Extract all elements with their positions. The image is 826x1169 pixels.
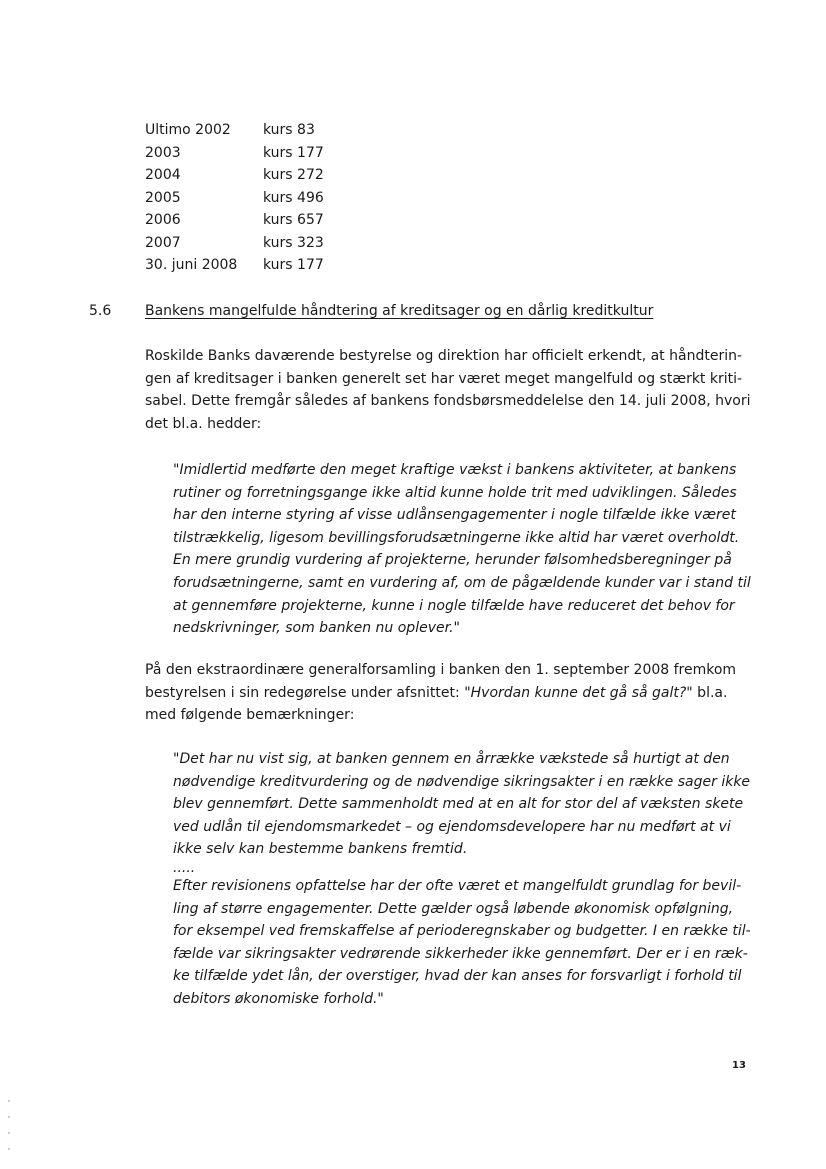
quote-line: Efter revisionens opfattelse har der ofte været et mangelfuldt grundlag for bevil- bbox=[173, 877, 742, 894]
period: 2006 bbox=[145, 212, 181, 228]
section-heading bbox=[89, 303, 653, 319]
price-row bbox=[145, 142, 324, 165]
text-line: Roskilde Banks daværende bestyrelse og direktion har officielt erkendt, at håndterin- bbox=[145, 348, 743, 364]
section-title: Bankens mangelfulde håndtering af kreditsager og en dårlig kreditkultur bbox=[145, 303, 654, 319]
quote-line: nødvendige kreditvurdering og de nødvendige sikringsakter i en række sager ikke bbox=[173, 773, 751, 790]
text-line: med følgende bemærkninger: bbox=[145, 707, 355, 723]
text-line: det bl.a. hedder: bbox=[145, 415, 262, 432]
period: 2007 bbox=[145, 234, 181, 251]
text-line: På den ekstraordinære generalforsamling i banken den 1. september 2008 fremkom bbox=[145, 662, 737, 678]
paragraph-2 bbox=[145, 659, 765, 727]
quote-line: for eksempel ved fremskaffelse af perioderegnskaber og budgetter. I en række til- bbox=[173, 923, 751, 940]
price-row bbox=[145, 254, 324, 277]
ellipsis: ..... bbox=[173, 859, 196, 876]
price-row bbox=[145, 209, 324, 232]
page-number: 13 bbox=[732, 1060, 746, 1071]
quote-line: at gennemføre projekterne, kunne i nogle tilfælde have reduceret det behov for bbox=[173, 597, 735, 614]
text-line bbox=[145, 682, 765, 705]
price: kurs 657 bbox=[263, 212, 324, 228]
quote-line: ikke selv kan bestemme bankens fremtid. bbox=[173, 841, 468, 858]
share-price-table bbox=[145, 119, 324, 277]
quote-line: En mere grundig vurdering af projekterne, herunder følsomhedsberegninger på bbox=[173, 552, 732, 569]
quote-line: "Det har nu vist sig, at banken gennem en årrække vækstede så hurtigt at den bbox=[173, 751, 730, 767]
text-line: gen af kreditsager i banken generelt set har været meget mangelfuld og stærkt kriti- bbox=[145, 370, 743, 387]
quote-2 bbox=[173, 748, 765, 1011]
price: kurs 83 bbox=[263, 122, 315, 138]
price-row bbox=[145, 187, 324, 210]
quote-line: tilstrækkelig, ligesom bevillingsforudsætningerne ikke altid har været overholdt. bbox=[173, 529, 740, 546]
price: kurs 496 bbox=[263, 189, 324, 206]
period: Ultimo 2002 bbox=[145, 122, 231, 138]
period: 30. juni 2008 bbox=[145, 257, 238, 273]
paragraph-1 bbox=[145, 345, 765, 435]
quote-1 bbox=[173, 459, 765, 640]
period: 2003 bbox=[145, 144, 181, 161]
quote-line: ke tilfælde ydet lån, der overstiger, hvad der kan anses for forsvarligt i forhold til bbox=[173, 968, 742, 985]
scan-margin-marks bbox=[8, 1100, 11, 1164]
quote-line: blev gennemført. Dette sammenholdt med at en alt for stor del af væksten skete bbox=[173, 796, 744, 813]
price: kurs 177 bbox=[263, 257, 324, 273]
quote-line: ved udlån til ejendomsmarkedet – og ejendomsdevelopere har nu medført at vi bbox=[173, 818, 731, 835]
quote-line: fælde var sikringsakter vedrørende sikkerheder ikke gennemført. Der er i en ræk- bbox=[173, 945, 748, 962]
quote-line: "Imidlertid medførte den meget kraftige vækst i bankens aktiviteter, at bankens bbox=[173, 462, 737, 478]
period: 2005 bbox=[145, 189, 181, 206]
price: kurs 177 bbox=[263, 144, 324, 161]
quoted-heading: "Hvordan kunne det gå så galt?" bbox=[464, 684, 693, 701]
quote-line: har den interne styring af visse udlånsengagementer i nogle tilfælde ikke været bbox=[173, 507, 736, 524]
quote-line: nedskrivninger, som banken nu oplever." bbox=[173, 620, 460, 637]
quote-line: ling af større engagementer. Dette gælder også løbende økonomisk opfølgning, bbox=[173, 900, 734, 917]
price-row bbox=[145, 232, 324, 255]
period: 2004 bbox=[145, 167, 181, 183]
price: kurs 272 bbox=[263, 167, 324, 183]
quote-line: rutiner og forretningsgange ikke altid kunne holde trit med udviklingen. Således bbox=[173, 484, 737, 501]
section-number: 5.6 bbox=[89, 303, 112, 319]
price-row bbox=[145, 164, 324, 187]
price: kurs 323 bbox=[263, 234, 324, 251]
quote-line: debitors økonomiske forhold." bbox=[173, 990, 384, 1007]
price-row bbox=[145, 119, 324, 142]
text-segment: bl.a. bbox=[692, 684, 728, 701]
quote-line: forudsætningerne, samt en vurdering af, om de pågældende kunder var i stand til bbox=[173, 574, 751, 591]
text-segment: bestyrelsen i sin redegørelse under afsnittet: bbox=[145, 684, 465, 701]
text-line: sabel. Dette fremgår således af bankens fondsbørsmeddelelse den 14. juli 2008, hvori bbox=[145, 393, 751, 409]
